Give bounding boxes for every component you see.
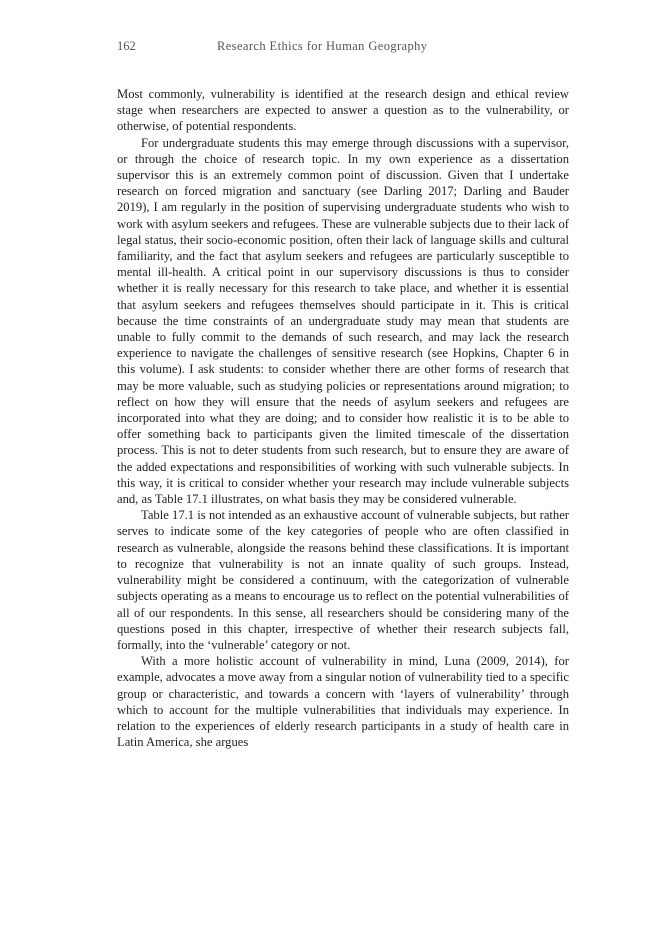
running-head	[117, 39, 569, 57]
page-number: 162	[117, 39, 136, 53]
paragraph-4: With a more holistic account of vulnerability in mind, Luna (2009, 2014), for example, advocates a move away from a singular notion of vulnerability tied to a specific group or characteristic, and towards a concern with ‘layers of vulnerability’ through which to account for the multiple vulnerabilities that individuals may experience. In relation to the experiences of elderly research participants in a study of health care in Latin America, she argues	[117, 654, 569, 750]
paragraph-2: For undergraduate students this may emerge through discussions with a supervisor, or through the choice of research topic. In my own experience as a dissertation supervisor this is an extremely common point of discussion. Given that I undertake research on forced migration and sanctuary (see Darling 2017; Darling and Bauder 2019), I am regularly in the position of supervising undergraduate students who wish to work with asylum seekers and refugees. These are vulnerable subjects due to their lack of legal status, their socio-economic position, often their lack of language skills and cultural familiarity, and the fact that asylum seekers and refugees are particularly susceptible to mental ill-health. A critical point in our supervisory discussions is thus to consider whether it is really necessary for this research to take place, and whether it is essential that asylum seekers and refugees themselves should participate in it. This is critical because the time constraints of an undergraduate study may mean that students are unable to fully commit to the demands of such research, and may lack the research experience to navigate the challenges of sensitive research (see Hopkins, Chapter 6 in this volume). I ask students: to consider whether there are other forms of research that may be more valuable, such as studying policies or representations around migration; to reflect on how they will ensure that the needs of asylum seekers and refugees are incorporated into what they are doing; and to consider how realistic it is to be able to offer something back to participants given the limited timescale of the dissertation process. This is not to deter students from such research, but to ensure they are aware of the added expectations and responsibilities of working with such vulnerable subjects. In this way, it is critical to consider whether your research may include vulnerable subjects and, as Table 17.1 illustrates, on what basis they may be considered vulnerable.	[117, 135, 569, 507]
running-title: Research Ethics for Human Geography	[217, 39, 428, 53]
body-text	[117, 86, 569, 750]
paragraph-1: Most commonly, vulnerability is identified at the research design and ethical review stage when researchers are expected to answer a question as to the vulnerability, or otherwise, of potential respondents.	[117, 87, 569, 134]
paragraph-3: Table 17.1 is not intended as an exhaustive account of vulnerable subjects, but rather serves to indicate some of the key categories of people who are often classified in research as vulnerable, alongside the reasons behind these classifications. It is important to recognize that vulnerability is not an innate quality of such groups. Instead, vulnerability might be considered a continuum, with the categorization of vulnerable subjects operating as a means to encourage us to reflect on the potential vulnerabilities of all of our respondents. In this sense, all researchers should be considering many of the questions posed in this chapter, irrespective of whether their research subjects fall, formally, into the ‘vulnerable’ category or not.	[117, 508, 569, 652]
